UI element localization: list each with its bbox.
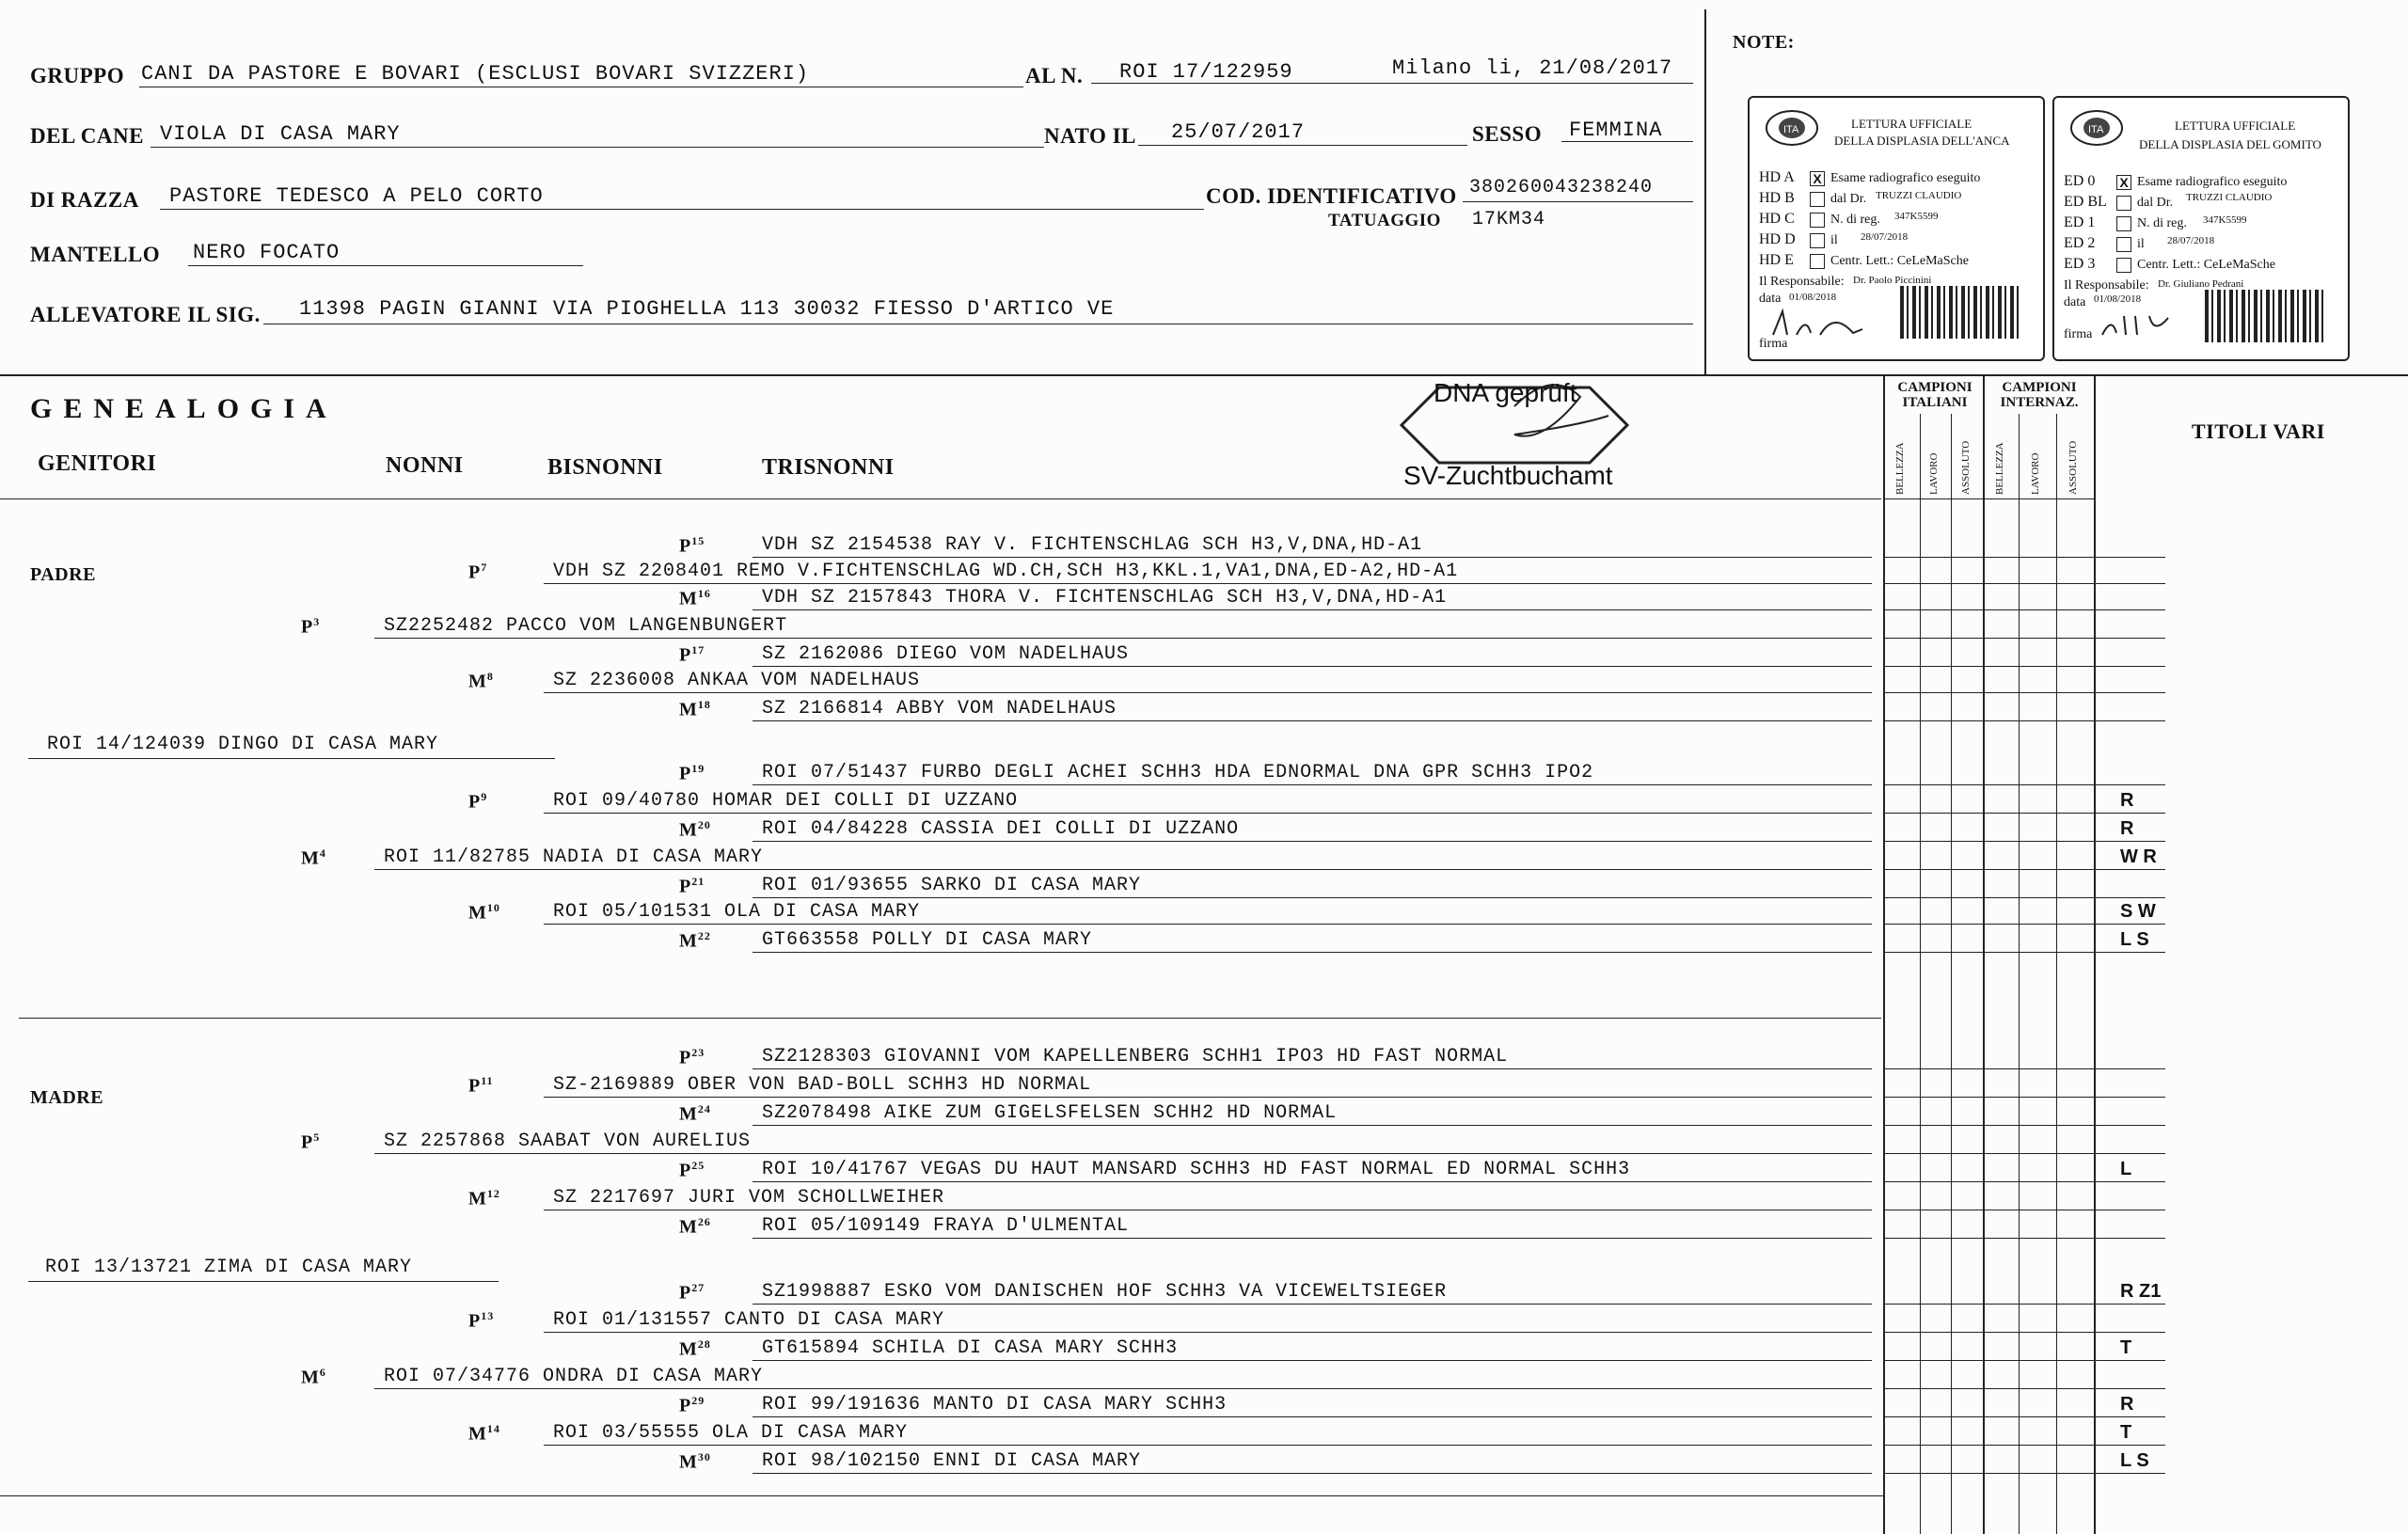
- hip-item-3: N. di reg.: [1830, 213, 1880, 227]
- ancestor-tag: [679, 818, 711, 842]
- elbow-check-3-checkbox: [2116, 258, 2131, 273]
- svg-text:ITA: ITA: [1783, 124, 1799, 135]
- nato-label: NATO IL: [1044, 124, 1136, 148]
- ancestor-name: ROI 09/40780 HOMAR DEI COLLI DI UZZANO: [553, 790, 1019, 812]
- nato-underline: [1138, 145, 1467, 146]
- sesso-label: SESSO: [1472, 122, 1543, 146]
- titoli-underline: [1883, 1097, 2165, 1098]
- ancestor-underline: [544, 924, 1872, 925]
- ancestor-tag-letter: P: [301, 1131, 314, 1153]
- ancestor-tag: [679, 1450, 711, 1474]
- tatuaggio-value: 17KM34: [1472, 209, 1546, 230]
- titoli-underline: [1883, 897, 2165, 898]
- ancestor-underline: [374, 1153, 1872, 1154]
- razza-underline: [160, 209, 1204, 210]
- ancestor-underline: [752, 1181, 1872, 1182]
- ancestor-name: ROI 07/34776 ONDRA DI CASA MARY: [384, 1366, 764, 1387]
- hip-barcode-icon: [1900, 286, 2022, 339]
- hip-data: 01/08/2018: [1789, 292, 1837, 303]
- ancestor-tag-letter: P: [679, 1047, 692, 1068]
- ancestor-tag-number: 20: [697, 818, 711, 831]
- titoli-vari-mark: W R: [2120, 846, 2157, 867]
- padre-name: ROI 14/124039 DINGO DI CASA MARY: [47, 734, 439, 755]
- ancestor-name: SZ1998887 ESKO VOM DANISCHEN HOF SCHH3 VA VICEWELTSIEGER: [762, 1281, 1448, 1303]
- sesso-value: FEMMINA: [1569, 119, 1663, 142]
- ancestor-underline: [752, 952, 1872, 953]
- elbow-data: 01/08/2018: [2094, 293, 2142, 305]
- ancestor-tag: [679, 643, 705, 667]
- ancestor-tag-number: 23: [691, 1046, 705, 1059]
- elbow-barcode-icon: [2205, 290, 2327, 342]
- hip-check-c-checkbox: [1810, 213, 1825, 228]
- ancestor-tag-number: 11: [481, 1074, 494, 1087]
- ancestor-underline: [752, 841, 1872, 842]
- titoli-underline: [1883, 924, 2165, 925]
- titoli-underline: [1883, 666, 2165, 667]
- titoli-underline: [1883, 841, 2165, 842]
- hip-title-1: LETTURA UFFICIALE: [1851, 117, 1972, 131]
- ancestor-name: SZ 2217697 JURI VOM SCHOLLWEIHER: [553, 1187, 945, 1209]
- hip-grade-c: HD C: [1759, 211, 1795, 227]
- ancestor-tag-letter: P: [301, 616, 314, 638]
- ancestor-tag: [679, 762, 705, 785]
- ancestor-tag-letter: M: [301, 847, 320, 869]
- ancestor-tag-number: 15: [691, 534, 705, 547]
- titoli-vari-mark: R: [2120, 818, 2134, 839]
- ancestor-tag-letter: M: [679, 699, 698, 720]
- hip-firma: firma: [1759, 337, 1788, 351]
- allevatore-value: 11398 PAGIN GIANNI VIA PIOGHELLA 113 30032 FIESSO D'ARTICO VE: [299, 297, 1115, 321]
- ancestor-name: ROI 01/93655 SARKO DI CASA MARY: [762, 875, 1142, 896]
- elbow-check-bl-checkbox: [2116, 196, 2131, 211]
- cane-underline: [150, 147, 1044, 148]
- titoli-vari-mark: L S: [2120, 929, 2149, 950]
- ancestor-tag-letter: P: [468, 1075, 482, 1097]
- ancestor-tag-letter: M: [468, 1423, 487, 1445]
- ancestor-name: ROI 98/102150 ENNI DI CASA MARY: [762, 1450, 1142, 1472]
- ancestor-tag-number: 27: [691, 1281, 705, 1294]
- ancestor-tag-number: 25: [691, 1159, 705, 1172]
- ancestor-tag-number: 30: [697, 1450, 711, 1463]
- ancestor-name: GT615894 SCHILA DI CASA MARY SCHH3: [762, 1337, 1179, 1359]
- ancestor-underline: [374, 1388, 1872, 1389]
- ancestor-tag: [468, 1309, 494, 1333]
- hip-dysplasia-box: [1748, 96, 2045, 361]
- ancestor-tag-number: 28: [697, 1337, 711, 1351]
- ancestor-name: ROI 01/131557 CANTO DI CASA MARY: [553, 1309, 945, 1331]
- elbow-title-2: DELLA DISPLASIA DEL GOMITO: [2139, 137, 2321, 151]
- ancestor-tag: [679, 587, 711, 610]
- ancestor-tag: [679, 534, 705, 558]
- elbow-grade-2: ED 2: [2064, 235, 2096, 251]
- ancestor-name: SZ 2236008 ANKAA VOM NADELHAUS: [553, 670, 921, 691]
- ancestor-name: ROI 11/82785 NADIA DI CASA MARY: [384, 846, 764, 868]
- hip-grade-b: HD B: [1759, 190, 1795, 206]
- ancestor-tag-number: 19: [691, 762, 705, 775]
- titoli-vari-mark: T: [2120, 1337, 2132, 1358]
- ancestor-tag: [468, 901, 500, 925]
- ancestor-tag: [468, 790, 487, 814]
- elbow-resp-label: Il Responsabile:: [2064, 278, 2149, 293]
- hip-item-5: Centr. Lett.: CeLeMaSche: [1830, 254, 1969, 268]
- titoli-underline: [1883, 813, 2165, 814]
- hip-item-2: dal Dr.: [1830, 192, 1867, 206]
- elbow-firma: firma: [2064, 327, 2093, 341]
- ancestor-tag: [679, 929, 711, 953]
- ancestor-tag: [679, 1337, 711, 1361]
- titoli-vari-mark: T: [2120, 1422, 2132, 1443]
- titoli-vari-mark: R Z1: [2120, 1281, 2162, 1302]
- nato-value: 25/07/2017: [1171, 120, 1306, 144]
- ancestor-name: SZ 2166814 ABBY VOM NADELHAUS: [762, 698, 1117, 720]
- bisnonni-label: BISNONNI: [547, 455, 663, 480]
- elbow-resp: Dr. Giuliano Pedrani: [2158, 278, 2244, 290]
- ancestor-tag-letter: P: [679, 535, 692, 557]
- aln-underline: [1091, 83, 1693, 84]
- ancestor-tag: [679, 1281, 705, 1305]
- titoli-underline: [1883, 692, 2165, 693]
- ancestor-underline: [544, 692, 1872, 693]
- col-head-assoluto-int: ASSOLUTO: [2067, 440, 2079, 495]
- elbow-item-4: il: [2137, 237, 2145, 251]
- ancestor-tag: [679, 698, 711, 721]
- campioni-italiani-label: CAMPIONI ITALIANI: [1897, 380, 1972, 410]
- ancestor-name: VDH SZ 2157843 THORA V. FICHTENSCHLAG SCH H3,V,DNA,HD-A1: [762, 587, 1448, 609]
- genealogy-top-rule: [0, 374, 2408, 376]
- ancestor-tag-number: 26: [697, 1215, 711, 1228]
- titoli-underline: [1883, 638, 2165, 639]
- ancestor-tag: [679, 1215, 711, 1239]
- madre-name: ROI 13/13721 ZIMA DI CASA MARY: [45, 1257, 413, 1278]
- ancestor-tag: [679, 1102, 711, 1126]
- ancestor-underline: [752, 1125, 1872, 1126]
- genealogia-title: GENEALOGIA: [30, 393, 338, 424]
- ancestor-underline: [752, 1304, 1872, 1305]
- city-date: Milano li, 21/08/2017: [1392, 56, 1673, 80]
- titoli-underline: [1883, 1445, 2165, 1446]
- ancestor-tag: [679, 1394, 705, 1417]
- titoli-underline: [1883, 1153, 2165, 1154]
- ancestor-tag-number: 10: [486, 901, 500, 914]
- hip-date: 28/07/2018: [1861, 231, 1909, 243]
- genitori-label: GENITORI: [38, 451, 157, 476]
- svg-text:ITA: ITA: [2088, 124, 2104, 135]
- ancestor-tag-letter: M: [679, 1103, 698, 1125]
- hip-grade-a: HD A: [1759, 169, 1795, 185]
- ancestor-tag-letter: M: [679, 1338, 698, 1360]
- titoli-vari-mark: L S: [2120, 1450, 2149, 1471]
- gruppo-value: CANI DA PASTORE E BOVARI (ESCLUSI BOVARI SVIZZERI): [141, 62, 810, 86]
- col-head-lavoro-it: LAVORO: [1928, 452, 1940, 495]
- ancestor-underline: [544, 1445, 1872, 1446]
- col-head-bellezza-int: BELLEZZA: [1994, 442, 2005, 495]
- ancestor-tag-letter: P: [679, 1160, 692, 1181]
- ancestor-tag-number: 9: [481, 790, 488, 803]
- ancestor-tag-number: 13: [481, 1309, 495, 1322]
- elbow-item-2: dal Dr.: [2137, 196, 2174, 210]
- col-head-lavoro-int: LAVORO: [2030, 452, 2041, 495]
- ancestor-tag-letter: P: [679, 876, 692, 897]
- elbow-signature-icon: [2098, 307, 2182, 344]
- trisnonni-label: TRISNONNI: [762, 455, 895, 480]
- titoli-underline: [1883, 1473, 2165, 1474]
- ancestor-tag-letter: M: [679, 930, 698, 952]
- razza-value: PASTORE TEDESCO A PELO CORTO: [169, 184, 544, 208]
- campioni-internaz-label: CAMPIONI INTERNAZ.: [2000, 380, 2079, 410]
- titoli-underline: [1883, 583, 2165, 584]
- hip-check-a-checkbox: X: [1810, 171, 1825, 186]
- ancestor-underline: [752, 1238, 1872, 1239]
- ancestor-underline: [752, 1068, 1872, 1069]
- ancestor-tag: [301, 846, 326, 870]
- ancestor-tag-number: 4: [319, 846, 326, 860]
- titoli-underline: [1883, 952, 2165, 953]
- titoli-vari-mark: R: [2120, 790, 2134, 811]
- ancestor-tag: [679, 1159, 705, 1182]
- ancestor-tag-letter: M: [301, 1367, 320, 1388]
- elbow-data-label: data: [2064, 295, 2086, 309]
- ancestor-underline: [374, 638, 1872, 639]
- elbow-check-1-checkbox: [2116, 216, 2131, 231]
- ancestor-tag-number: 5: [313, 1131, 321, 1144]
- col-div-1: [1920, 414, 1921, 1534]
- hip-signature-icon: [1768, 307, 1872, 344]
- ancestor-underline: [544, 813, 1872, 814]
- ancestor-tag: [679, 1046, 705, 1069]
- ancestor-underline: [752, 1473, 1872, 1474]
- ancestor-tag: [679, 875, 705, 898]
- col-div-3: [2019, 414, 2020, 1534]
- hip-check-d-checkbox: [1810, 233, 1825, 248]
- ancestor-name: ROI 99/191636 MANTO DI CASA MARY SCHH3: [762, 1394, 1228, 1415]
- ancestor-tag-number: 6: [319, 1366, 326, 1379]
- ancestor-tag: [301, 1131, 320, 1154]
- elbow-check-2-checkbox: [2116, 237, 2131, 252]
- ancestor-name: SZ2128303 GIOVANNI VOM KAPELLENBERG SCHH1 IPO3 HD FAST NORMAL: [762, 1046, 1509, 1067]
- col-head-bellezza-it: BELLEZZA: [1894, 442, 1906, 495]
- hip-item-4: il: [1830, 233, 1838, 247]
- padre-label: PADRE: [30, 564, 96, 585]
- ancestor-tag-letter: P: [468, 1310, 482, 1332]
- ancestor-underline: [752, 784, 1872, 785]
- ancestor-name: SZ2078498 AIKE ZUM GIGELSFELSEN SCHH2 HD NORMAL: [762, 1102, 1338, 1124]
- note-divider: [1704, 9, 1706, 374]
- ancestor-underline: [752, 1416, 1872, 1417]
- ancestor-tag-number: 16: [697, 587, 711, 600]
- aln-value: ROI 17/122959: [1119, 60, 1293, 84]
- sv-stamp-text: SV-Zuchtbuchamt: [1403, 461, 1613, 490]
- padre-madre-separator: [19, 1018, 1881, 1019]
- ancestor-tag: [468, 561, 487, 584]
- mantello-label: MANTELLO: [30, 243, 161, 266]
- mantello-underline: [188, 265, 583, 266]
- ancestor-tag: [301, 615, 320, 639]
- madre-underline: [28, 1281, 499, 1282]
- ancestor-tag-letter: M: [679, 1216, 698, 1238]
- ancestor-name: GT663558 POLLY DI CASA MARY: [762, 929, 1093, 951]
- elbow-grade-3: ED 3: [2064, 256, 2096, 272]
- dna-stamp-icon: [1392, 331, 1674, 519]
- ancestor-tag-letter: P: [468, 791, 482, 813]
- titoli-underline: [1883, 1181, 2165, 1182]
- ancestor-tag-number: 18: [697, 698, 711, 711]
- ancestor-tag-number: 24: [697, 1102, 711, 1115]
- ancestor-underline: [752, 720, 1872, 721]
- elbow-dr: TRUZZI CLAUDIO: [2186, 192, 2273, 203]
- ancestor-tag-letter: M: [468, 1188, 487, 1210]
- ancestor-tag-number: 14: [486, 1422, 500, 1435]
- madre-label: MADRE: [30, 1087, 104, 1108]
- hip-dr: TRUZZI CLAUDIO: [1876, 190, 1962, 201]
- ancestor-tag-letter: M: [468, 902, 487, 924]
- ancestor-underline: [544, 1097, 1872, 1098]
- dna-stamp-text: DNA geprüft: [1434, 378, 1577, 407]
- titoli-underline: [1883, 1068, 2165, 1069]
- ancestor-name: ROI 07/51437 FURBO DEGLI ACHEI SCHH3 HDA EDNORMAL DNA GPR SCHH3 IPO2: [762, 762, 1594, 783]
- cod-underline: [1463, 201, 1693, 202]
- elbow-date: 28/07/2018: [2167, 235, 2215, 246]
- cane-label: DEL CANE: [30, 124, 144, 148]
- cod-value: 380260043238240: [1469, 177, 1654, 198]
- titoli-underline: [1883, 784, 2165, 785]
- ancestor-tag-letter: P: [679, 1282, 692, 1304]
- hip-item-1: Esame radiografico eseguito: [1830, 171, 1981, 185]
- mantello-value: NERO FOCATO: [193, 241, 341, 264]
- elbow-item-1: Esame radiografico eseguito: [2137, 175, 2288, 189]
- ancestor-name: SZ2252482 PACCO VOM LANGENBUNGERT: [384, 615, 788, 637]
- hip-grade-d: HD D: [1759, 231, 1796, 247]
- ancestor-underline: [752, 666, 1872, 667]
- elbow-title-1: LETTURA UFFICIALE: [2175, 119, 2296, 133]
- enci-logo-icon: [1765, 109, 1819, 147]
- padre-underline: [28, 758, 555, 759]
- hip-reg: 347K5599: [1894, 211, 1939, 222]
- titoli-underline: [1883, 1238, 2165, 1239]
- ancestor-tag-letter: P: [468, 561, 482, 583]
- elbow-grade-1: ED 1: [2064, 214, 2096, 230]
- hip-grade-e: HD E: [1759, 252, 1794, 268]
- cane-value: VIOLA DI CASA MARY: [160, 122, 401, 146]
- titoli-underline: [1883, 869, 2165, 870]
- ancestor-name: ROI 04/84228 CASSIA DEI COLLI DI UZZANO: [762, 818, 1240, 840]
- ancestor-tag-letter: P: [679, 644, 692, 666]
- ancestor-tag-number: 21: [691, 875, 705, 888]
- ancestor-tag-number: 3: [313, 615, 321, 628]
- ancestor-underline: [374, 869, 1872, 870]
- elbow-item-3: N. di reg.: [2137, 216, 2187, 230]
- tatuaggio-label: TATUAGGIO: [1328, 211, 1441, 230]
- ancestor-tag-letter: P: [679, 1395, 692, 1416]
- allevatore-label: ALLEVATORE IL SIG.: [30, 303, 261, 326]
- col-div-4: [2056, 414, 2057, 1534]
- ancestor-tag: [301, 1366, 326, 1389]
- titoli-vari-mark: S W: [2120, 901, 2156, 922]
- elbow-check-0-checkbox: X: [2116, 175, 2131, 190]
- col-div-2: [1951, 414, 1952, 1534]
- ancestor-tag-letter: M: [679, 1451, 698, 1473]
- ancestor-name: SZ 2257868 SAABAT VON AURELIUS: [384, 1131, 752, 1152]
- cod-label: COD. IDENTIFICATIVO: [1206, 184, 1457, 208]
- ancestor-tag-number: 22: [697, 929, 711, 942]
- ancestor-tag-letter: M: [679, 588, 698, 609]
- elbow-grade-0: ED 0: [2064, 173, 2096, 189]
- hip-resp: Dr. Paolo Piccinini: [1853, 275, 1932, 286]
- nonni-label: NONNI: [386, 453, 464, 478]
- note-label: NOTE:: [1733, 32, 1795, 53]
- ancestor-tag-number: 8: [486, 670, 494, 683]
- ancestor-name: ROI 10/41767 VEGAS DU HAUT MANSARD SCHH3 HD FAST NORMAL ED NORMAL SCHH3: [762, 1159, 1631, 1180]
- ancestor-name: VDH SZ 2208401 REMO V.FICHTENSCHLAG WD.CH,SCH H3,KKL.1,VA1,DNA,ED-A2,HD-A1: [553, 561, 1459, 582]
- titoli-underline: [1883, 1388, 2165, 1389]
- elbow-reg: 347K5599: [2203, 214, 2247, 226]
- titoli-vari-label: TITOLI VARI: [2192, 419, 2325, 443]
- ancestor-tag-number: 12: [486, 1187, 500, 1200]
- titoli-underline: [1883, 1416, 2165, 1417]
- ancestor-tag: [468, 670, 494, 693]
- ancestor-tag-letter: M: [468, 671, 487, 692]
- ancestor-underline: [752, 1360, 1872, 1361]
- hip-check-b-checkbox: [1810, 192, 1825, 207]
- ancestor-underline: [752, 557, 1872, 558]
- titoli-underline: [1883, 1332, 2165, 1333]
- ancestor-tag: [468, 1422, 500, 1446]
- titoli-underline: [1883, 1360, 2165, 1361]
- ancestor-tag: [468, 1074, 494, 1098]
- titoli-vari-mark: R: [2120, 1394, 2134, 1415]
- ancestor-underline: [752, 609, 1872, 610]
- titoli-underline: [1883, 1125, 2165, 1126]
- ancestor-underline: [544, 1332, 1872, 1333]
- ancestor-underline: [544, 583, 1872, 584]
- elbow-grade-bl: ED BL: [2064, 194, 2107, 210]
- ancestor-tag-number: 29: [691, 1394, 705, 1407]
- hip-data-label: data: [1759, 292, 1782, 306]
- col-head-assoluto-it: ASSOLUTO: [1960, 440, 1972, 495]
- ancestor-tag: [468, 1187, 500, 1210]
- ancestor-underline: [752, 897, 1872, 898]
- campioni-header-rule: [1883, 498, 2094, 499]
- ancestor-tag-letter: P: [679, 763, 692, 784]
- elbow-dysplasia-box: [2052, 96, 2350, 361]
- elbow-item-5: Centr. Lett.: CeLeMaSche: [2137, 258, 2275, 272]
- ancestor-name: SZ-2169889 OBER VON BAD-BOLL SCHH3 HD NORMAL: [553, 1074, 1092, 1096]
- hip-resp-label: Il Responsabile:: [1759, 275, 1845, 289]
- hip-title-2: DELLA DISPLASIA DELL'ANCA: [1834, 134, 2010, 148]
- sesso-underline: [1561, 141, 1693, 142]
- aln-label: AL N.: [1025, 64, 1084, 87]
- ancestor-name: ROI 03/55555 OLA DI CASA MARY: [553, 1422, 909, 1444]
- titoli-underline: [1883, 1304, 2165, 1305]
- titoli-vari-mark: L: [2120, 1159, 2132, 1179]
- ancestor-tag-number: 17: [691, 643, 705, 656]
- bottom-rule: [0, 1495, 1883, 1496]
- enci-logo-icon: [2069, 109, 2124, 147]
- ancestor-name: ROI 05/101531 OLA DI CASA MARY: [553, 901, 921, 923]
- razza-label: DI RAZZA: [30, 188, 139, 212]
- gruppo-label: GRUPPO: [30, 64, 125, 87]
- ancestor-name: ROI 05/109149 FRAYA D'ULMENTAL: [762, 1215, 1130, 1237]
- ancestor-tag-number: 7: [481, 561, 488, 574]
- ancestor-name: SZ 2162086 DIEGO VOM NADELHAUS: [762, 643, 1130, 665]
- hip-check-e-checkbox: [1810, 254, 1825, 269]
- titoli-underline: [1883, 609, 2165, 610]
- ancestor-tag-letter: M: [679, 819, 698, 841]
- titoli-underline: [1883, 720, 2165, 721]
- ancestor-name: VDH SZ 2154538 RAY V. FICHTENSCHLAG SCH H3,V,DNA,HD-A1: [762, 534, 1423, 556]
- titoli-underline: [1883, 557, 2165, 558]
